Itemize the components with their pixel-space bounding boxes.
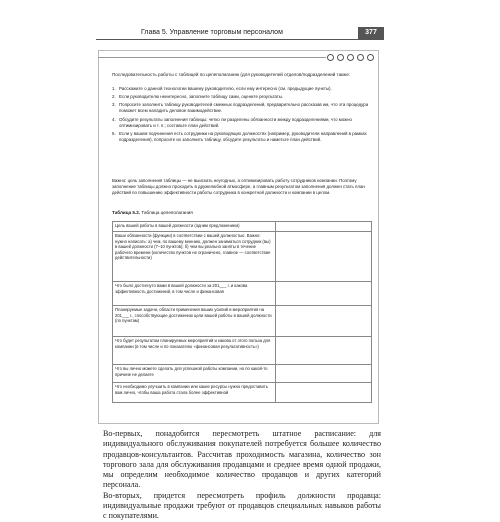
blank-cell bbox=[276, 365, 372, 383]
circle-icon bbox=[347, 54, 354, 61]
list-item: 3. Попросите заполнить таблицу руководителей смежных подразделений, предварительно рассказав им, что эта процедура поможет всем наладить деловое взаимодействие. bbox=[112, 102, 369, 114]
blank-cell bbox=[276, 306, 372, 337]
blank-cell bbox=[276, 337, 372, 365]
blank-cell bbox=[276, 222, 372, 232]
important-note: Важно: цель заполнения таблицы — не выискать неугодных, а оптимизировать работу сотрудников компании. Поэтому заполнение таблицы должно проходить в дружелюбной атмосфере, а главным результатом заполнения должен стать план действий по повышению эффективности работы сотрудника в конкретной должности и компании в целом. bbox=[112, 178, 365, 195]
blank-cell bbox=[276, 232, 372, 282]
list-item: 2. Если руководителю неинтересно, заполните таблицу сами, оцените результаты. bbox=[112, 94, 284, 100]
table-caption: Таблица 5.2. Таблица целеполагания bbox=[112, 210, 193, 215]
table-row: Что было достигнуто вами в вашей должности за 201___ г. и какова эффективность достижений, в том числе и финансовая bbox=[113, 282, 372, 306]
blank-cell bbox=[276, 383, 372, 403]
table-row: Что будет результатом планируемых мероприятий и какова от этого польза для компании (в том числе и по показателю «финансовая результативность») bbox=[113, 337, 372, 365]
body-text bbox=[103, 429, 381, 522]
list-item: 5. Если у вашем подчинения есть сотрудники на руководящих должностях (например, руководители направлений в рамках подразделения), попросите их заполнить таблицу, обсудите результаты и наметьте план действий. bbox=[112, 130, 367, 142]
circle-icon bbox=[367, 54, 374, 61]
paragraph: Во-вторых, придется пересмотреть профиль должности продавца: индивидуальные продажи требуют от продавцов специальных навыков работы с покупателями. bbox=[103, 490, 381, 521]
header-rule bbox=[96, 39, 384, 40]
paragraph: Во-первых, понадобится пересмотреть штатное расписание: для индивидуального обслуживания покупателей потребуется большее количество продавцов-консультантов. Рассчитав проходимость магазина, количество зон торгового зала для обслуживания продавцами и среднее время одной продажи, мы определим необходимое количество продавцов и других категорий персонала. bbox=[103, 429, 381, 490]
table-row: Планируемые задачи, области применения ваших усилий и мероприятия на 201___ г., способствующие достижению цели вашей работы в вашей должности (по пунктам) bbox=[113, 306, 372, 337]
steps-list bbox=[112, 86, 372, 145]
chapter-title: Глава 5. Управление торговым персоналом bbox=[141, 29, 283, 36]
list-item: 1. Расскажите о данной технологии вашему руководителю, если ему интересно (см. предыдущие пункты). bbox=[112, 86, 332, 91]
box-intro: Последовательность работы с таблицей по целеполаганию (для руководителей отделов/подразделений также: bbox=[112, 72, 351, 77]
page-number: 377 bbox=[358, 27, 384, 39]
circle-icon bbox=[327, 54, 334, 61]
table-row: Цель вашей работы в вашей должности (одним предложением) bbox=[113, 222, 372, 232]
table-row: Что необходимо улучшить в компании или какие ресурсы нужно предоставить вам лично, чтобы ваша работа стала более эффективной bbox=[113, 383, 372, 403]
table-row: Ваши обязанности (функции) в соответствии с вашей должностью. Важно: нужно написать: а) чем, по вашему мнению, должен заниматься сотрудник (вы) в вашей должности (7–10 пунктов); б) чем вы реально заняты в течение рабочего времени (количество пунктов не ограничено, главное — соответствие действительности) bbox=[113, 232, 372, 282]
list-item: 4. Обсудите результаты заполнения таблицы: четко ли разделены обязанности между подразделениями, что можно оптимизировать и т. п.; составьте план действий. bbox=[112, 116, 352, 128]
goal-setting-table bbox=[112, 221, 372, 403]
box-top-line bbox=[98, 57, 326, 58]
circle-icon bbox=[357, 54, 364, 61]
circle-icon bbox=[337, 54, 344, 61]
decorative-circles bbox=[327, 54, 377, 62]
table-row: Что вы лично можете сделать для успешной работы компании, но по какой-то причине не делаете bbox=[113, 365, 372, 383]
blank-cell bbox=[276, 282, 372, 306]
